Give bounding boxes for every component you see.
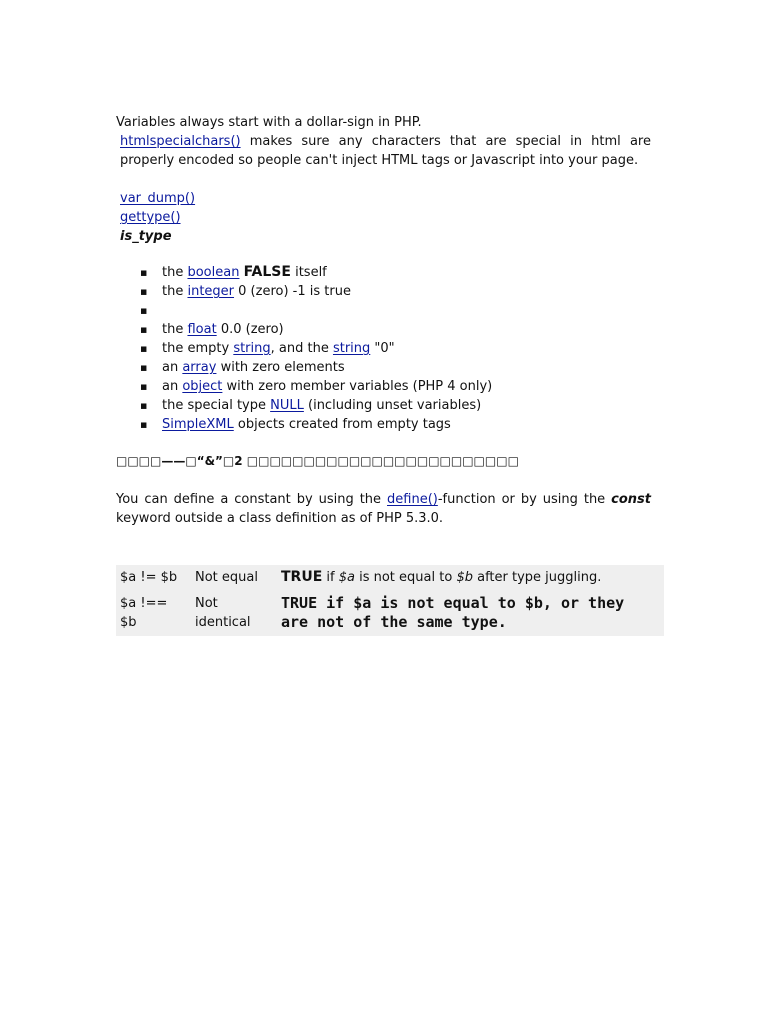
list-item xyxy=(116,339,651,358)
bullet-icon: ▪ xyxy=(140,399,148,412)
list-text: an xyxy=(162,379,183,394)
gettype-link[interactable]: gettype() xyxy=(120,210,181,225)
operator-description: TRUE if $a is not equal to $b, or they are not of the same type. xyxy=(281,594,625,631)
list-item xyxy=(116,320,651,339)
boolean-link[interactable]: boolean xyxy=(187,265,240,280)
list-text: , and the xyxy=(270,341,333,356)
htmlspecialchars-description: makes sure any characters that are special in html are properly encoded so people can't inject HTML tags or Javascript into your page. xyxy=(120,134,651,168)
list-item xyxy=(116,358,651,377)
var-dump-link[interactable]: var_dump() xyxy=(120,191,196,206)
comparison-operators-table xyxy=(116,565,664,636)
is-type-label: is_type xyxy=(120,229,172,244)
bullet-icon: ▪ xyxy=(140,304,148,317)
intro-line: Variables always start with a dollar-sign in PHP. xyxy=(116,115,422,130)
false-values-list xyxy=(116,263,651,434)
bullet-icon: ▪ xyxy=(140,323,148,336)
array-link[interactable]: array xyxy=(182,360,217,375)
integer-link[interactable]: integer xyxy=(187,284,235,299)
string-link[interactable]: string xyxy=(332,341,371,356)
list-item-empty xyxy=(116,301,651,320)
constant-paragraph xyxy=(116,490,651,528)
table-row xyxy=(116,591,664,636)
list-item xyxy=(116,377,651,396)
operator-name: Not equal xyxy=(195,570,258,585)
function-list xyxy=(116,189,651,246)
table-row xyxy=(116,565,664,591)
list-text: itself xyxy=(290,265,327,280)
object-link[interactable]: object xyxy=(182,379,223,394)
paragraph-text: You can define a constant by using the xyxy=(116,492,388,507)
paragraph-text: -function or by using the xyxy=(437,492,612,507)
true-keyword: TRUE xyxy=(281,569,323,585)
float-link[interactable]: float xyxy=(187,322,217,337)
bullet-icon: ▪ xyxy=(140,342,148,355)
list-text: the special type xyxy=(162,398,271,413)
operator-expression: $a != $b xyxy=(120,570,178,585)
bullet-icon: ▪ xyxy=(140,418,148,431)
list-text: the xyxy=(162,284,188,299)
false-keyword: FALSE xyxy=(243,264,291,280)
operator-name: Not identical xyxy=(195,596,251,630)
spacer xyxy=(116,170,651,189)
list-text: an xyxy=(162,360,183,375)
htmlspecialchars-link[interactable]: htmlspecialchars() xyxy=(120,134,241,149)
list-item xyxy=(116,396,651,415)
document-body xyxy=(116,113,651,528)
list-text: 0 (zero) -1 is true xyxy=(234,284,351,299)
variable-b: $b xyxy=(456,570,473,585)
bullet-icon: ▪ xyxy=(140,361,148,374)
description-text: if xyxy=(322,570,339,585)
list-text: the xyxy=(162,265,188,280)
bullet-icon: ▪ xyxy=(140,285,148,298)
garbled-heading: □□□□——□“&”□2 □□□□□□□□□□□□□□□□□□□□□□□□ xyxy=(116,454,519,468)
list-text: with zero member variables (PHP 4 only) xyxy=(222,379,493,394)
define-link[interactable]: define() xyxy=(387,492,438,507)
htmlspecialchars-paragraph xyxy=(116,132,651,170)
string-link[interactable]: string xyxy=(233,341,271,356)
list-item xyxy=(116,263,651,282)
list-text: objects created from empty tags xyxy=(233,417,451,432)
list-text: the xyxy=(162,322,188,337)
description-text: is not equal to xyxy=(354,570,457,585)
list-text: 0.0 (zero) xyxy=(216,322,284,337)
null-link[interactable]: NULL xyxy=(270,398,304,413)
simplexml-link[interactable]: SimpleXML xyxy=(162,417,234,432)
list-text: "0" xyxy=(370,341,395,356)
paragraph-text: keyword outside a class definition as of PHP 5.3.0. xyxy=(116,511,444,526)
const-keyword: const xyxy=(611,492,652,507)
variable-a: $a xyxy=(338,570,355,585)
list-text: with zero elements xyxy=(216,360,345,375)
description-text: after type juggling. xyxy=(472,570,602,585)
operator-description xyxy=(277,565,664,591)
list-item xyxy=(116,282,651,301)
operator-expression: $a !== $b xyxy=(120,596,168,630)
list-text: (including unset variables) xyxy=(303,398,482,413)
list-text: the empty xyxy=(162,341,234,356)
list-item xyxy=(116,415,651,434)
bullet-icon: ▪ xyxy=(140,266,148,279)
bullet-icon: ▪ xyxy=(140,380,148,393)
